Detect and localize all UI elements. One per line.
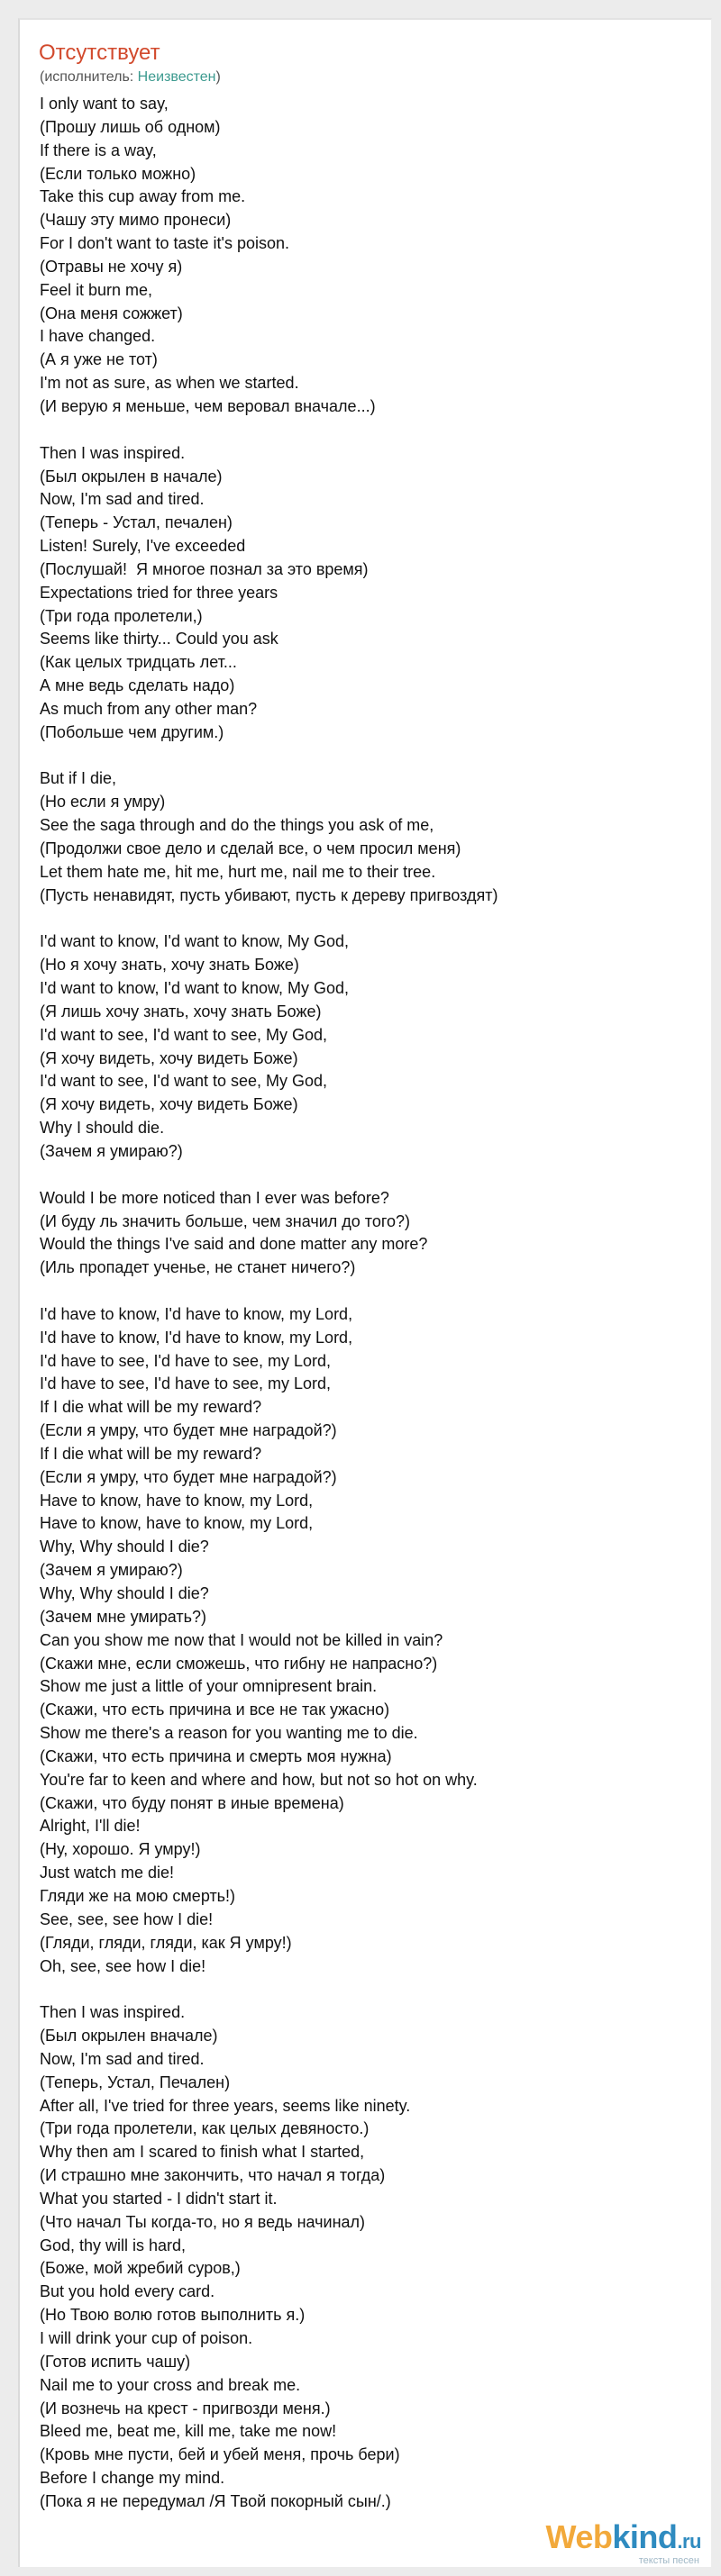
lyrics-line: God, thy will is hard, bbox=[40, 2236, 187, 2254]
lyrics-line: Just watch me die! bbox=[40, 1864, 175, 1882]
lyrics-line: (Был окрылен вначале) bbox=[40, 2027, 218, 2045]
lyrics-line: I'd want to see, I'd want to see, My God, bbox=[40, 1025, 328, 1044]
lyrics-line: (Зачем мне умирать?) bbox=[40, 1607, 207, 1626]
logo-kind: kind bbox=[612, 2518, 678, 2555]
lyrics-line: (Если я умру, что будет мне наградой?) bbox=[40, 1421, 337, 1440]
lyrics-line: (Пусть ненавидят, пусть убивают, пусть к дереву пригвоздят) bbox=[40, 885, 498, 904]
lyrics-text bbox=[40, 93, 497, 2514]
lyrics-line: (Как целых тридцать лет... bbox=[40, 653, 237, 672]
lyrics-line: (Гляди, гляди, гляди, как Я умру!) bbox=[40, 1933, 292, 1952]
lyrics-line: (Боже, мой жребий суров,) bbox=[40, 2259, 241, 2278]
lyrics-line: (Я хочу видеть, хочу видеть Боже) bbox=[40, 1095, 298, 1114]
lyrics-line: (Ну, хорошо. Я умру!) bbox=[40, 1840, 201, 1859]
lyrics-line: Гляди же на мою смерть!) bbox=[40, 1886, 236, 1905]
lyrics-line: Now, I'm sad and tired. bbox=[40, 2049, 205, 2068]
lyrics-line: I only want to say, bbox=[40, 95, 169, 113]
lyrics-line: Can you show me now that I would not be killed in vain? bbox=[40, 1630, 443, 1649]
lyrics-line: (Что начал Ты когда-то, но я ведь начинал) bbox=[40, 2212, 366, 2231]
lyrics-line: I will drink your cup of poison. bbox=[40, 2329, 253, 2347]
lyrics-line: (Отравы не хочу я) bbox=[40, 257, 183, 276]
lyrics-line: (Она меня сожжет) bbox=[40, 304, 183, 322]
lyrics-line: Listen! Surely, I've exceeded bbox=[40, 537, 246, 556]
lyrics-line: Show me just a little of your omnipresent brain. bbox=[40, 1677, 378, 1696]
lyrics-line: I'd have to see, I'd have to see, my Lord, bbox=[40, 1351, 332, 1370]
lyrics-line: Before I change my mind. bbox=[40, 2469, 225, 2488]
lyrics-line: For I don't want to taste it's poison. bbox=[40, 234, 290, 253]
lyrics-line: You're far to keen and where and how, but not so hot on why. bbox=[40, 1770, 478, 1789]
lyrics-line: I'd want to know, I'd want to know, My God, bbox=[40, 932, 350, 951]
lyrics-line: Expectations tried for three years bbox=[40, 583, 278, 602]
lyrics-line: (Но я хочу знать, хочу знать Боже) bbox=[40, 956, 299, 975]
lyrics-line: Oh, see, see how I die! bbox=[40, 1956, 206, 1975]
lyrics-blank-line bbox=[40, 1280, 497, 1303]
lyrics-line: (Зачем я умираю?) bbox=[40, 1141, 183, 1160]
lyrics-line: If there is a way, bbox=[40, 141, 157, 159]
artist-link[interactable]: Неизвестен bbox=[137, 69, 216, 85]
lyrics-line: (Чашу эту мимо пронеси) bbox=[40, 211, 232, 230]
lyrics-line: (Теперь, Устал, Печален) bbox=[40, 2073, 231, 2091]
lyrics-line: (Три года пролетели,) bbox=[40, 606, 203, 625]
lyrics-line: (Скажи мне, если сможешь, что гибну не напрасно?) bbox=[40, 1654, 438, 1673]
lyrics-line: Nail me to your cross and break me. bbox=[40, 2375, 301, 2394]
lyrics-line: Why I should die. bbox=[40, 1119, 165, 1138]
lyrics-line: (Послушай! Я многое познал за это время) bbox=[40, 559, 369, 578]
lyrics-line: А мне ведь сделать надо) bbox=[40, 676, 235, 695]
lyrics-line: (Теперь - Устал, печален) bbox=[40, 513, 233, 532]
lyrics-line: As much from any other man? bbox=[40, 699, 258, 718]
lyrics-line: (Был окрылен в начале) bbox=[40, 467, 223, 485]
lyrics-line: Would the things I've said and done matter any more? bbox=[40, 1235, 428, 1254]
lyrics-blank-line bbox=[40, 1978, 497, 2001]
lyrics-line: (Но Твою волю готов выполнить я.) bbox=[40, 2306, 306, 2325]
lyrics-line: I'd have to know, I'd have to know, my Lord, bbox=[40, 1328, 353, 1347]
lyrics-line: If I die what will be my reward? bbox=[40, 1398, 262, 1417]
lyrics-line: (Пока я не передумал /Я Твой покорный сын/.) bbox=[40, 2491, 391, 2510]
lyrics-line: (Скажи, что есть причина и все не так ужасно) bbox=[40, 1701, 390, 1719]
lyrics-line: See, see, see how I die! bbox=[40, 1909, 214, 1928]
lyrics-line: What you started - I didn't start it. bbox=[40, 2189, 278, 2208]
lyrics-line: Would I be more noticed than I ever was before? bbox=[40, 1188, 389, 1207]
logo-tagline: тексты песен bbox=[638, 2555, 699, 2566]
lyrics-line: Why then am I scared to finish what I started, bbox=[40, 2143, 365, 2162]
lyrics-line: Then I was inspired. bbox=[40, 2003, 186, 2022]
lyrics-line: (Зачем я умираю?) bbox=[40, 1561, 183, 1580]
lyrics-line: Bleed me, beat me, kill me, take me now! bbox=[40, 2422, 337, 2441]
lyrics-line: (Кровь мне пусти, бей и убей меня, прочь бери) bbox=[40, 2445, 400, 2464]
lyrics-line: Now, I'm sad and tired. bbox=[40, 490, 205, 509]
logo-wordmark bbox=[546, 2520, 701, 2559]
lyrics-line: (Если я умру, что будет мне наградой?) bbox=[40, 1467, 337, 1486]
lyrics-line: Feel it burn me, bbox=[40, 280, 153, 299]
lyrics-line: (Побольше чем другим.) bbox=[40, 722, 224, 741]
lyrics-line: (Но если я умру) bbox=[40, 793, 166, 812]
lyrics-line: I'd have to know, I'd have to know, my Lord, bbox=[40, 1304, 353, 1323]
lyrics-blank-line bbox=[40, 419, 497, 442]
lyrics-line: (Три года пролетели, как целых девяносто.) bbox=[40, 2119, 370, 2138]
lyrics-line: But you hold every card. bbox=[40, 2282, 215, 2301]
lyrics-line: (И вознечь на крест - пригвозди меня.) bbox=[40, 2399, 331, 2417]
lyrics-line: I'm not as sure, as when we started. bbox=[40, 374, 299, 393]
lyrics-line: Take this cup away from me. bbox=[40, 187, 246, 206]
lyrics-line: (Я лишь хочу знать, хочу знать Боже) bbox=[40, 1002, 322, 1020]
lyrics-line: See the saga through and do the things you ask of me, bbox=[40, 816, 434, 835]
lyrics-blank-line bbox=[40, 745, 497, 768]
lyrics-blank-line bbox=[40, 908, 497, 931]
lyrics-line: I'd want to know, I'd want to know, My God, bbox=[40, 979, 350, 998]
lyrics-line: (Готов испить чашу) bbox=[40, 2352, 191, 2371]
lyrics-line: Why, Why should I die? bbox=[40, 1537, 209, 1556]
lyrics-line: Have to know, have to know, my Lord, bbox=[40, 1491, 314, 1510]
artist-suffix: ) bbox=[215, 69, 221, 85]
lyrics-line: (А я уже не тот) bbox=[40, 350, 158, 369]
song-title: Отсутствует bbox=[39, 41, 160, 65]
lyrics-line: After all, I've tried for three years, seems like ninety. bbox=[40, 2096, 411, 2115]
lyrics-line: Then I was inspired. bbox=[40, 443, 186, 462]
lyrics-line: But if I die, bbox=[40, 769, 117, 788]
lyrics-line: (Скажи, что есть причина и смерть моя нужна) bbox=[40, 1746, 392, 1765]
lyrics-line: If I die what will be my reward? bbox=[40, 1444, 262, 1463]
lyrics-line: (И страшно мне закончить, что начал я тогда) bbox=[40, 2166, 386, 2185]
lyrics-card bbox=[18, 18, 712, 2567]
lyrics-line: Why, Why should I die? bbox=[40, 1584, 209, 1602]
artist-line bbox=[40, 68, 221, 86]
lyrics-line: (Иль пропадет ученье, не станет ничего?) bbox=[40, 1258, 356, 1277]
lyrics-line: (И верую я меньше, чем веровал вначале...) bbox=[40, 396, 376, 415]
lyrics-line: Show me there's a reason for you wanting me to die. bbox=[40, 1724, 418, 1743]
lyrics-line: I have changed. bbox=[40, 327, 156, 346]
lyrics-line: Let them hate me, hit me, hurt me, nail me to their tree. bbox=[40, 862, 436, 881]
lyrics-line: I'd want to see, I'd want to see, My God, bbox=[40, 1072, 328, 1091]
lyrics-line: I'd have to see, I'd have to see, my Lord, bbox=[40, 1374, 332, 1393]
lyrics-blank-line bbox=[40, 1164, 497, 1187]
lyrics-line: Seems like thirty... Could you ask bbox=[40, 630, 278, 649]
lyrics-line: (Продолжи свое дело и сделай все, о чем просил меня) bbox=[40, 839, 461, 857]
webkind-logo[interactable] bbox=[546, 2520, 701, 2566]
lyrics-line: (И буду ль значить больше, чем значил до того?) bbox=[40, 1211, 411, 1230]
logo-ru: .ru bbox=[677, 2530, 701, 2553]
lyrics-line: (Прошу лишь об одном) bbox=[40, 117, 221, 136]
lyrics-line: Have to know, have to know, my Lord, bbox=[40, 1514, 314, 1533]
logo-web: Web bbox=[545, 2518, 613, 2555]
lyrics-line: (Я хочу видеть, хочу видеть Боже) bbox=[40, 1048, 298, 1067]
artist-prefix: (исполнитель: bbox=[40, 69, 138, 85]
lyrics-line: (Если только можно) bbox=[40, 164, 196, 183]
lyrics-line: Alright, I'll die! bbox=[40, 1817, 141, 1836]
lyrics-line: (Скажи, что буду понят в иные времена) bbox=[40, 1793, 344, 1812]
